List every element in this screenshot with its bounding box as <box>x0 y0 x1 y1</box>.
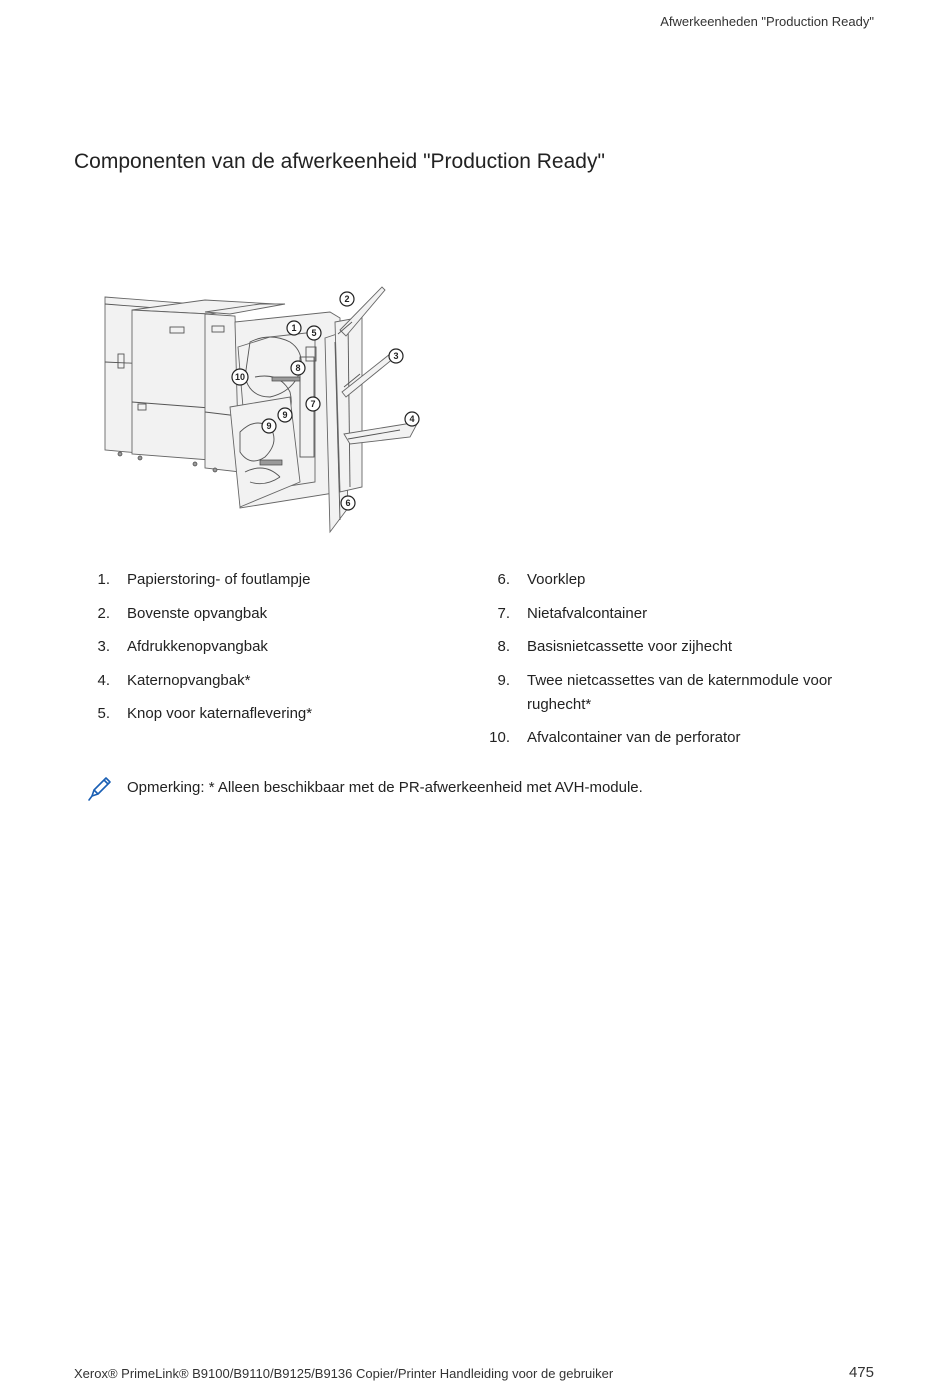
callout-6 <box>341 496 355 510</box>
svg-text:10: 10 <box>234 372 246 382</box>
callout-4 <box>405 412 419 426</box>
svg-text:5: 5 <box>311 328 317 338</box>
legend-label: Bovenste opvangbak <box>127 604 268 622</box>
svg-text:6: 6 <box>345 498 351 508</box>
callout-9b <box>262 419 276 433</box>
svg-text:2: 2 <box>344 294 350 304</box>
legend-number: 1. <box>97 571 110 588</box>
legend-number: 2. <box>97 604 110 622</box>
legend-label: Katernopvangbak* <box>127 671 251 689</box>
svg-text:4: 4 <box>409 414 415 424</box>
legend-item <box>84 602 444 626</box>
callout-9a <box>278 408 292 422</box>
legend-label: Afvalcontainer van de perforator <box>527 729 741 746</box>
callout-2 <box>340 292 354 306</box>
legend-item <box>84 702 444 726</box>
legend-left <box>84 568 444 736</box>
page-number: 475 <box>848 1364 874 1381</box>
legend-item <box>484 568 864 592</box>
legend-item <box>484 669 864 717</box>
pencil-note-icon <box>86 774 114 802</box>
section-title: Componenten van de afwerkeenheid "Production Ready" <box>74 150 605 173</box>
callout-3 <box>389 349 403 363</box>
svg-text:7: 7 <box>310 399 316 409</box>
callout-1 <box>287 321 301 335</box>
legend-label: Nietafvalcontainer <box>527 604 648 622</box>
svg-text:1: 1 <box>291 323 297 333</box>
callout-8 <box>291 361 305 375</box>
legend-number: 4. <box>97 671 110 689</box>
footer-text: Xerox® PrimeLink® B9100/B9110/B9125/B9136 Copier/Printer Handleiding voor de gebruiker <box>74 1366 614 1381</box>
legend-item <box>84 568 444 592</box>
legend-item <box>484 726 864 750</box>
callout-5 <box>307 326 321 340</box>
legend-number: 7. <box>497 604 510 622</box>
legend-number: 3. <box>97 638 110 655</box>
svg-text:9: 9 <box>282 410 288 420</box>
svg-text:3: 3 <box>393 351 399 361</box>
legend-number: 5. <box>97 705 110 722</box>
legend-label: Voorklep <box>527 571 586 588</box>
finisher-illustration <box>100 282 430 537</box>
note <box>86 774 643 802</box>
svg-text:8: 8 <box>295 363 301 373</box>
legend-item <box>84 669 444 693</box>
legend-item <box>84 635 444 659</box>
legend-label: Twee nietcassettes van de katernmodule voor rughecht* <box>527 671 833 713</box>
legend-number: 10. <box>489 729 510 746</box>
legend-label: Knop voor katernaflevering* <box>127 705 313 722</box>
legend-right <box>484 568 864 760</box>
note-text: Opmerking: * Alleen beschikbaar met de PR-afwerkeenheid met AVH-module. <box>127 779 643 796</box>
running-header: Afwerkeenheden "Production Ready" <box>660 14 874 29</box>
legend-label: Afdrukkenopvangbak <box>127 638 268 655</box>
legend-item <box>484 635 864 659</box>
legend-number: 8. <box>497 638 510 655</box>
legend-number: 6. <box>497 571 510 588</box>
legend-label: Papierstoring- of foutlampje <box>127 571 311 588</box>
callout-10 <box>232 369 248 385</box>
legend-item <box>484 602 864 626</box>
svg-text:9: 9 <box>266 421 272 431</box>
callout-7 <box>306 397 320 411</box>
legend-number: 9. <box>497 671 510 689</box>
legend-label: Basisnietcassette voor zijhecht <box>527 638 733 655</box>
